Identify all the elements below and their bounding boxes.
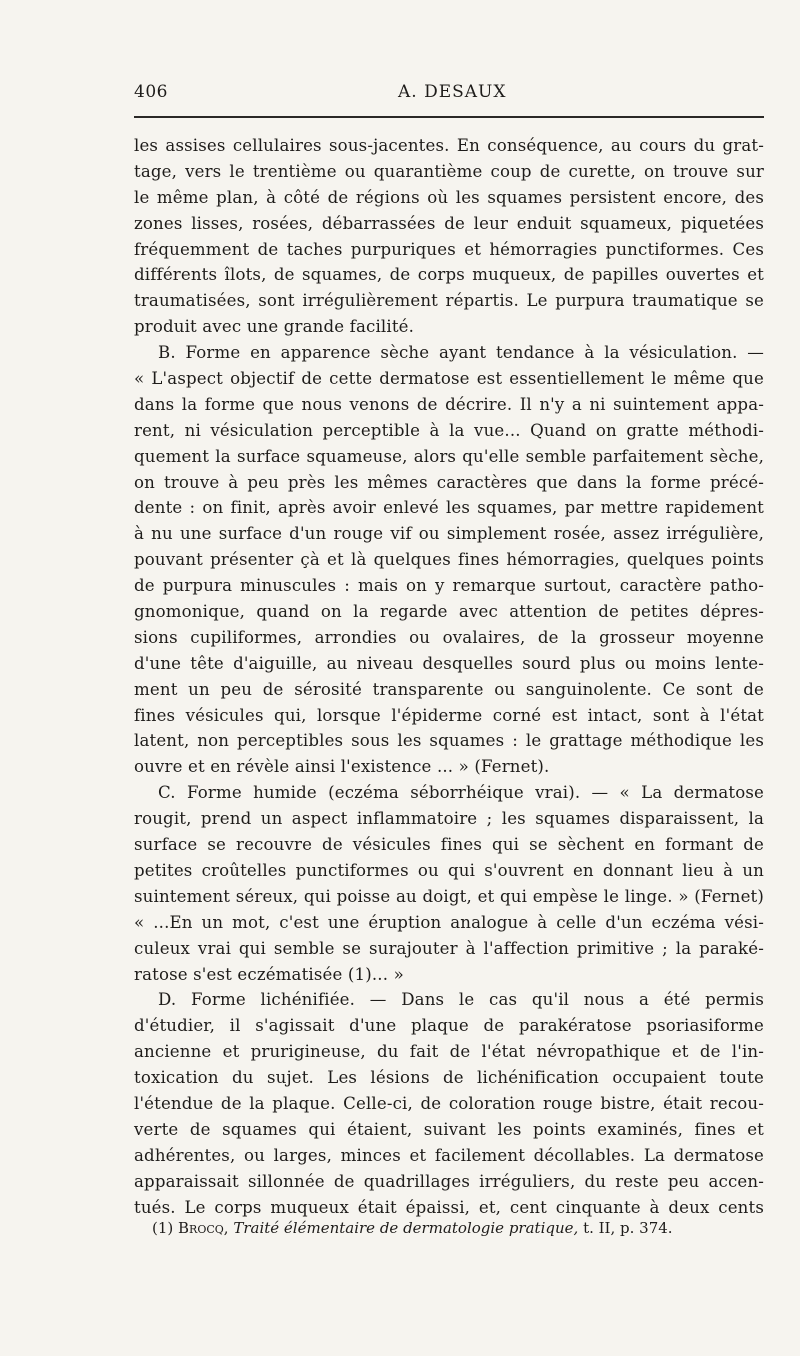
text-line: ouvre et en révèle ainsi l'existence ... » (Fernet). — [134, 757, 550, 777]
text-line: suintement séreux, qui poisse au doigt, et qui empèse le linge. » (Fernet) — [134, 886, 764, 906]
text-line: « ...En un mot, c'est une éruption analogue à celle d'un eczéma vési- — [134, 912, 764, 932]
footnote — [152, 1218, 764, 1238]
text-line: à nu une surface d'un rouge vif ou simplement rosée, assez irrégulière, — [134, 524, 764, 544]
text-line: toxication du sujet. Les lésions de lichénification occupaient toute — [134, 1068, 764, 1088]
text-line: produit avec une grande facilité. — [134, 317, 415, 337]
text-line: pouvant présenter çà et là quelques fines hémorragies, quelques points — [134, 550, 764, 570]
text-line: gnomonique, quand on la regarde avec attention de petites dépres- — [134, 602, 764, 622]
text-line: dente : on finit, après avoir enlevé les squames, par mettre rapidement — [134, 498, 764, 518]
text-line: les assises cellulaires sous-jacentes. En conséquence, au cours du grat- — [134, 136, 764, 155]
footnote-marker: (1) — [152, 1219, 174, 1237]
text-line: ratose s'est eczématisée (1)... » — [134, 964, 404, 984]
text-line: ment un peu de sérosité transparente ou sanguinolente. Ce sont de — [134, 679, 764, 699]
text-line: fréquemment de taches purpuriques et hémorragies punctiformes. Ces — [134, 239, 764, 259]
text-line: verte de squames qui étaient, suivant les points examinés, fines et — [134, 1119, 764, 1139]
text-line: on trouve à peu près les mêmes caractères que dans la forme précé- — [134, 472, 764, 492]
text-line: de purpura minuscules : mais on y remarque surtout, caractère patho- — [134, 576, 764, 596]
text-line: B. Forme en apparence sèche ayant tendance à la vésiculation. — — [158, 343, 764, 363]
text-line: fines vésicules qui, lorsque l'épiderme corné est intact, sont à l'état — [134, 705, 764, 725]
text-line: apparaissait sillonnée de quadrillages irréguliers, du reste peu accen- — [134, 1171, 764, 1191]
text-line: « L'aspect objectif de cette dermatose est essentiellement le même que — [134, 369, 764, 389]
text-line: rent, ni vésiculation perceptible à la vue... Quand on gratte méthodi- — [134, 420, 764, 440]
text-line: le même plan, à côté de régions où les squames persistent encore, des — [134, 187, 764, 207]
text-line: quement la surface squameuse, alors qu'elle semble parfaitement sèche, — [134, 446, 764, 466]
page-number: 406 — [134, 82, 168, 102]
text-line: petites croûtelles punctiformes ou qui s'ouvrent en donnant lieu à un — [134, 860, 764, 880]
text-line: ancienne et prurigineuse, du fait de l'état névropathique et de l'in- — [134, 1042, 764, 1062]
text-line: culeux vrai qui semble se surajouter à l'affection primitive ; la paraké- — [134, 938, 764, 958]
body-text — [134, 133, 764, 1220]
text-line: C. Forme humide (eczéma séborrhéique vrai). — « La dermatose — [158, 783, 764, 803]
text-line: adhérentes, ou larges, minces et facilement décollables. La dermatose — [134, 1145, 764, 1165]
text-line: latent, non perceptibles sous les squames : le grattage méthodique les — [134, 731, 764, 751]
running-head: A. DESAUX — [398, 82, 507, 102]
text-line: différents îlots, de squames, de corps muqueux, de papilles ouvertes et — [134, 265, 764, 285]
text-line: traumatisées, sont irrégulièrement répartis. Le purpura traumatique se — [134, 291, 764, 311]
text-line: rougit, prend un aspect inflammatoire ; les squames disparaissent, la — [134, 809, 764, 829]
text-line: tage, vers le trentième ou quarantième coup de curette, on trouve sur — [134, 161, 764, 181]
text-line: zones lisses, rosées, débarrassées de leur enduit squameux, piquetées — [134, 213, 764, 233]
text-line: dans la forme que nous venons de décrire. Il n'y a ni suintement appa- — [134, 394, 764, 414]
text-line: d'une tête d'aiguille, au niveau desquelles sourd plus ou moins lente- — [134, 653, 764, 673]
text-line: d'étudier, il s'agissait d'une plaque de parakératose psoriasiforme — [134, 1016, 764, 1036]
text-line: tués. Le corps muqueux était épaissi, et, cent cinquante à deux cents — [134, 1197, 764, 1217]
text-line: sions cupiliformes, arrondies ou ovalaires, de la grosseur moyenne — [134, 627, 764, 647]
footnote-ref: t. II, p. 374. — [583, 1219, 673, 1237]
footnote-author: Brocq, — [178, 1219, 229, 1237]
text-line: D. Forme lichénifiée. — Dans le cas qu'il nous a été permis — [158, 990, 764, 1010]
page-header — [134, 82, 764, 108]
header-rule — [134, 116, 764, 118]
text-line: surface se recouvre de vésicules fines qui se sèchent en formant de — [134, 835, 764, 855]
text-line: l'étendue de la plaque. Celle-ci, de coloration rouge bistre, était recou- — [134, 1093, 764, 1113]
footnote-title: Traité élémentaire de dermatologie pratique, — [233, 1219, 579, 1237]
